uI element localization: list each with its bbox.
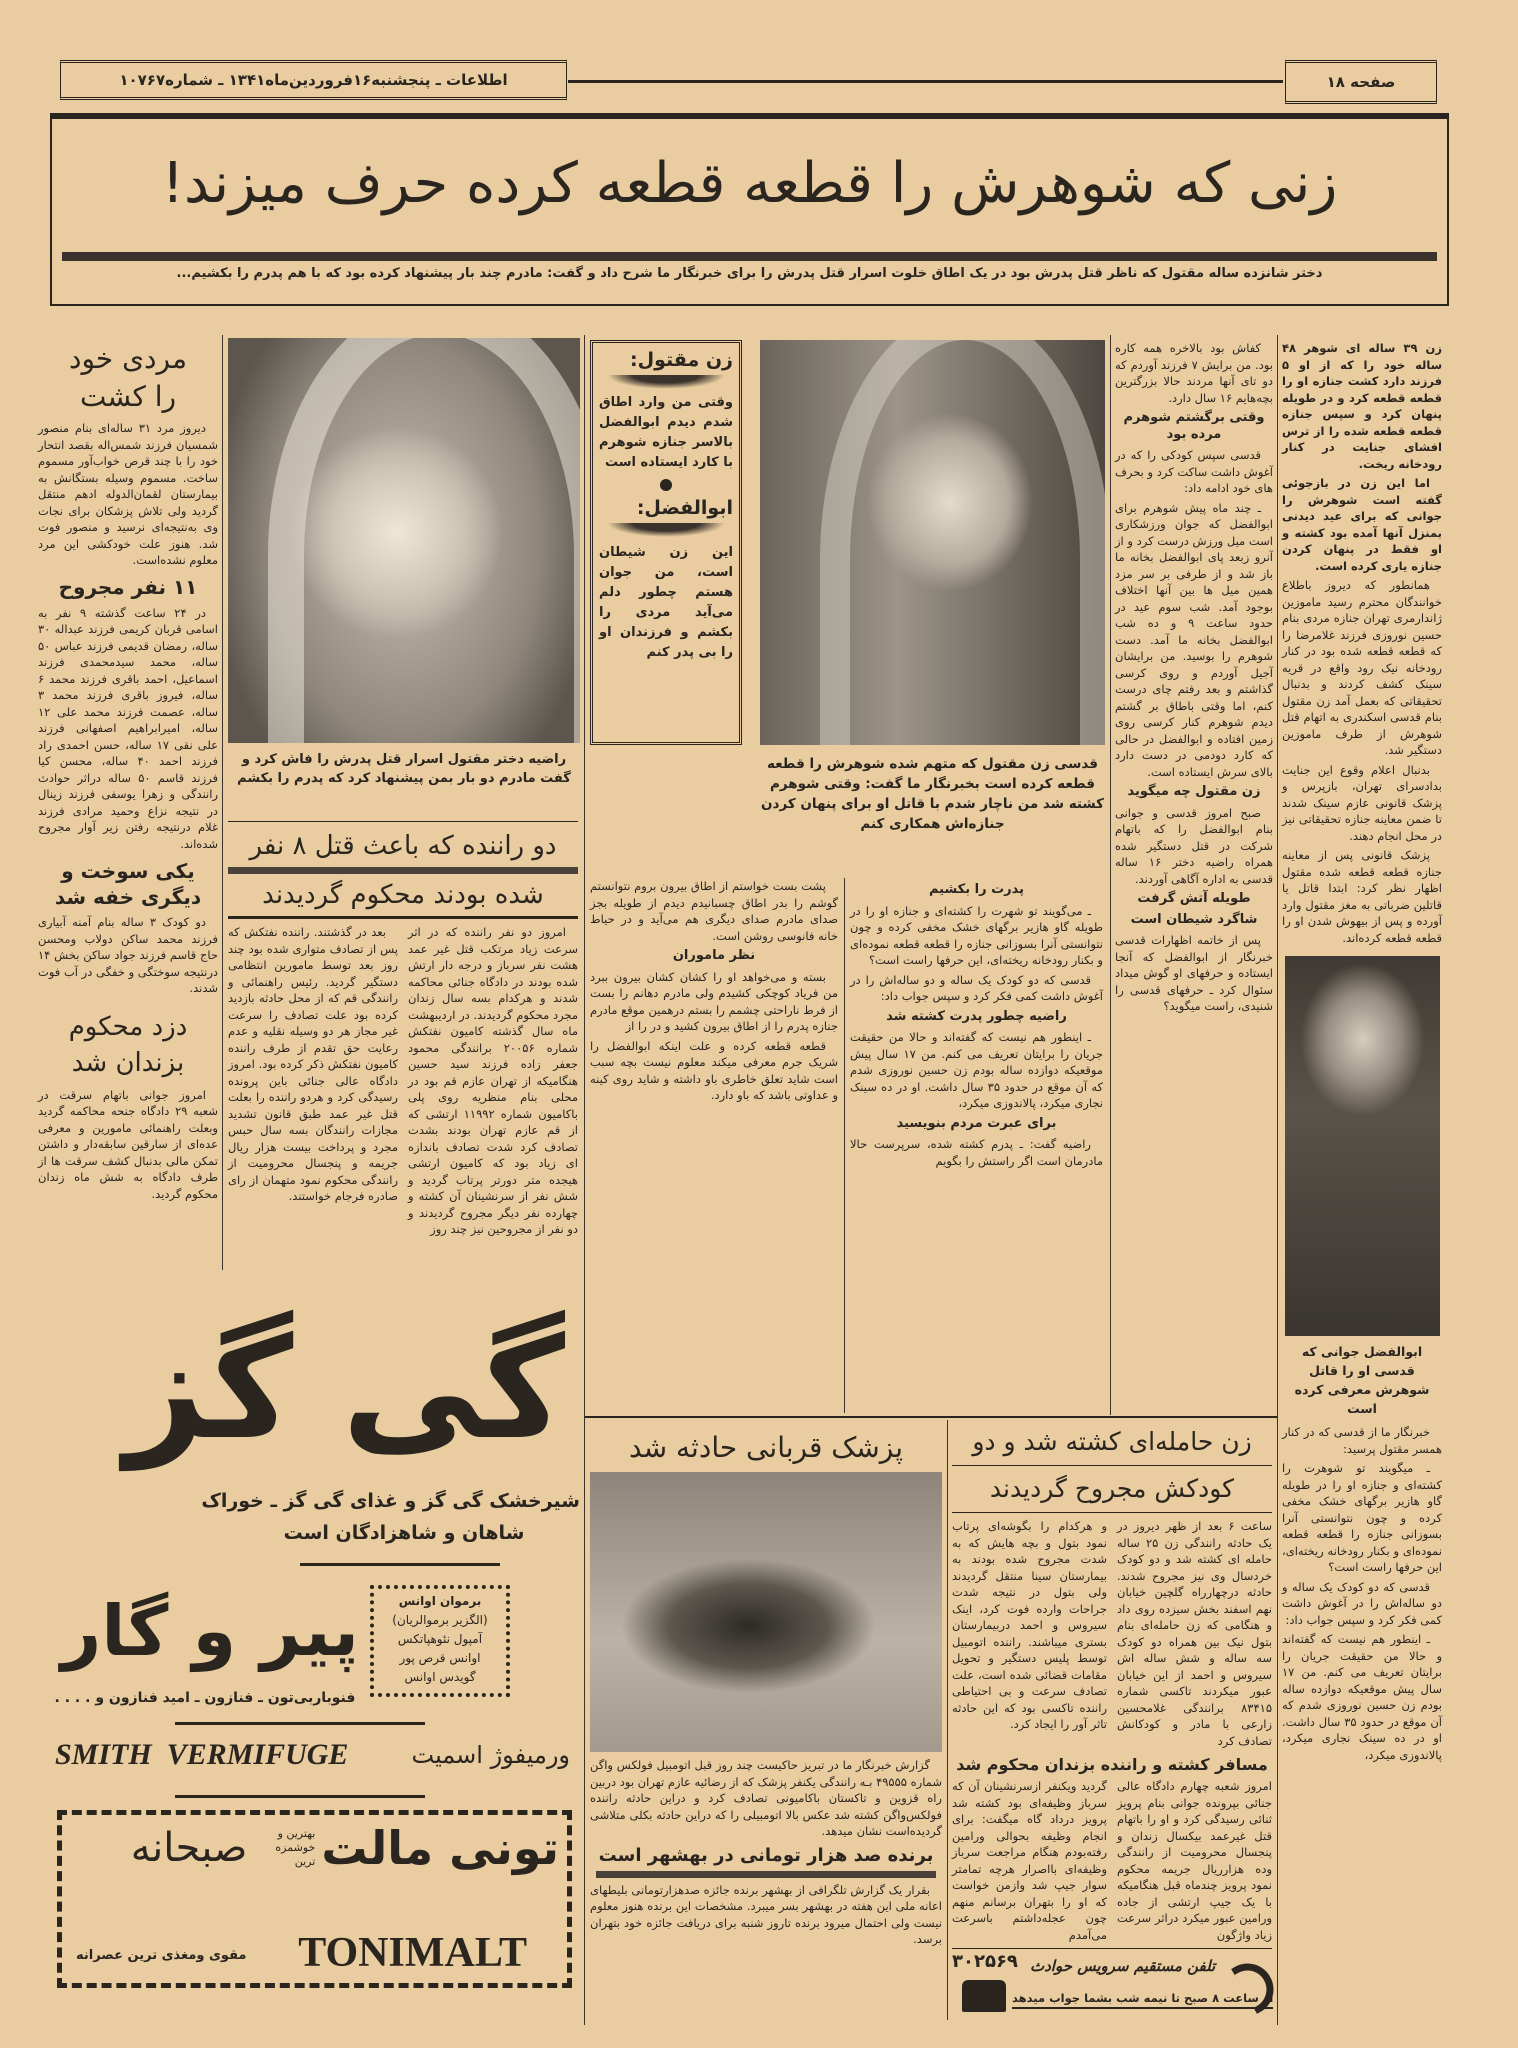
column-divider	[844, 878, 845, 1413]
lead-subhead-kill-father: پدرت را بکشیم	[928, 882, 1025, 897]
evans-item: اوانس قرص پور	[399, 1651, 481, 1665]
far-right-p3: قدسی که دو کودک یک ساله و دو ساله‌اش را در آغوش داشت کمی فکر کرد و سپس جواب داد:	[1282, 1579, 1442, 1627]
passenger-columns	[952, 1778, 1272, 1943]
headline-rule	[596, 1871, 936, 1878]
photo-abolfazl-caption: ابوالفضل جوانی که قدسی او را قاتل شوهرش معرفی کرده است	[1294, 1344, 1430, 1416]
column-divider	[1277, 335, 1278, 2025]
drivers-columns	[228, 924, 578, 1238]
lead-subhead-stable-fire: طویله آتش گرفت	[1137, 891, 1251, 906]
right-bottom-stories	[952, 1422, 1272, 2016]
lead-end-p2: قطعه قطعه کرده و علت اینکه ابوالفضل را شریک جرم معرفی میکند معلوم نیست بچه سبب است شاید تعلق خاطری باو داشته و شاید روی کینه و عداوتی باشد که باو دارد.	[590, 1038, 838, 1102]
photo-crashed-car	[590, 1472, 942, 1752]
quote-box	[590, 340, 742, 745]
lead-middle-right	[850, 878, 1103, 1172]
ad-gigoz-tagline-2: شاهان و شاهزادگان است	[283, 1522, 525, 1544]
photo-qodsi-caption: قدسی زن مقتول که متهم شده شوهرش را قطعه قطعه کرده است بخبرنگار ما گفت: وقتی شوهرم کشته شد من ناچار شدم با قاتل او برای پنهان کردن جنازه‌اش همکاری کنم	[761, 756, 1104, 832]
quote-wife: وقتی من وارد اطاق شدم دیدم ابوالفضل بالاسر جنازه شوهرم با کارد ایستاده است	[599, 395, 733, 470]
ad-tonimalt-top	[70, 1821, 559, 1875]
rule	[952, 1465, 1272, 1466]
lead-subheadline: دختر شانزده ساله مقتول که ناظر قتل پدرش بود در یک اطاق خلوت اسرار قتل پدرش را برای خبرنگار ما شرح داد و گفت: مادرم چند بار پیشنهاد کرده بود که با هم پدرم را بکشیم...	[176, 266, 1323, 281]
lead-col1b-p3: صبح امروز قدسی و جوانی بنام ابوالفضل را که باتهام شرکت در قتل دستگیر شده همراه راضیه دختر ۱۶ ساله قدسی به اداره آگاهی آوردند.	[1115, 805, 1273, 886]
lead-col1-p2: اما این زن در بازجوئی گفته است شوهرش را جوانی که برای عید دیدنی بمنزل آنها آمده بود کشته و او فقط در پنهان کردن جنازه یاری کرده است.	[1282, 476, 1442, 573]
doctor-headline: پزشک قربانی حادثه شد	[628, 1431, 904, 1464]
headline-rule	[62, 252, 1437, 261]
headscarf-shape	[268, 338, 580, 743]
ornament-icon	[607, 375, 725, 389]
ad-pirogar-products: فنوباربی‌تون ـ فنازون ـ امید فنازون و . . . .	[54, 1690, 356, 1706]
quote-abolfazl: این زن شیطان است، من جوان هستم چطور دلم می‌آید مردی را بکشم و فرزندان او را بی پدر کنم	[599, 545, 733, 660]
drivers-col-right: امروز دو نفر راننده که در اثر سرعت زیاد مرتکب قتل غیر عمد هشت نفر سرباز و درجه دار ارتش شده بودند در دادگاه جنائی محاکمه شدند و هرکدام بسه سال زندان مجرد محکوم گردیدند. در اردیبهشت ماه سال گذشته کامیون نفتکش شماره ۲۰۰۵۶ برانندگی محمود جعفر زاده فرزند سید حسین هنگامیکه از تهران عازم قم بود در محلی بنام منظریه روی پلی باکامیون شماره ۱۱۹۹۲ ارتشی که از قم عازم تهران بودند بشدت تصادف کرد شدت تصادف باندازه ای زیاد بود که کامیون ارتشی هیجده متر دورتر پرتاب گردید و شش نفر از سرنشینان آن کشته و چهارده نفر دیگر مجروح گردیدند و دو نفر از مجروحین نیز چند روز	[408, 925, 578, 1236]
quote-speaker-abolfazl: ابوالفضل:	[636, 497, 733, 519]
bullet-icon	[660, 479, 672, 491]
ornament-icon	[607, 523, 725, 537]
brief-suicide-body: دیروز مرد ۳۱ ساله‌ای بنام منصور شمسیان فرزند شمس‌اله بقصد انتحار خود را با چند قرص خواب‌آور مسموم ساخت. مسموم وسیله بستگانش به بیمارستان لقمان‌الدوله ادهم منتقل گردید ولی تلاش پزشکان برای نجات وی به‌نتیجه‌ای نرسید و منصور فوت شد. هنوز علت خودکشی این مرد معلوم نشده‌است.	[38, 421, 218, 567]
lead-column-1	[1282, 340, 1442, 1766]
evans-item: (الگزیر برموالریان)	[392, 1613, 488, 1627]
lead-col2-p1: کفاش بود بالاخره همه کاره بود. من برایش ۷ فرزند آوردم که دو تای آنها مردند حالا بزرگترین بچه‌هایم ۱۶ سال دارد.	[1115, 341, 1273, 405]
column-divider	[947, 1420, 948, 2020]
lead-headline-box	[50, 113, 1449, 306]
brief-thief-headline: دزد محکوم بزندان شد	[68, 1011, 188, 1078]
brief-suicide-headline: مردی خود را کشت	[69, 342, 187, 413]
ad-tonimalt-breakfast: صبحانه	[130, 1825, 248, 1871]
rule	[952, 1512, 1272, 1513]
lead-col1-p3: همانطور که دیروز باطلاع خوانندگان محترم رسید ماموزین ژاندارمری تهران جنازه مردی بنام حسین نوروزی فرزند غلامرضا را که قطعه قطعه شده بود در کنار رودخانه نیک رود واقع در قریه سینک کشف کردند و بدنبال تحقیقاتی که بعمل آمد زن مقتول بنام قدسی اسکندری به اتهام قتل شوهرش از طرف ماموزین دستگیر شد.	[1282, 578, 1442, 757]
ad-tonimalt-small: بهترین و خوشمزه ترین	[275, 1827, 316, 1868]
rule	[300, 1563, 500, 1566]
lead-subhead-devil-apprentice: شاگرد شیطان است	[1130, 911, 1258, 927]
far-right-p4: ـ اینطور هم نیست که گفته‌اند و حالا من حقیقت جریان را برایتان تعریف می کنم. من ۱۷ سال پیش موقعیکه دوازده ساله بودم زن حسین نوروزی شدم که آن موقع در حدود ۳۵ سال داشت. او در ده سینک نجاری میکرد، پالاندوزی میکرد،	[1282, 1632, 1442, 1762]
photo-qodsi	[760, 340, 1105, 745]
rule	[952, 1948, 1272, 1949]
lead-subhead-husband-dead: وقتی برگشتم شوهرم مرده بود	[1123, 410, 1265, 442]
brief-column	[38, 340, 218, 1202]
pregnant-col-left: و هرکدام را بگوشه‌ای پرتاب نمود بتول و بچه هایش که به شدت مجروح شده بودند به بیمارستان سینا منتقل گردیدند ولی بتول در نتیجه شدت جراحات وارده فوت کرد، اینک سیروس و احمد دربیمارستان بستری میباشند. راننده اتومبیل توسط پلیس دستگیر و تحویل مقامات قضائی شده است، علت تصادف سرعت و بی احتیاطی راننده تاکسی بود که این حادثه تاثر آور را ایجاد کرد.	[952, 1519, 1107, 1731]
lead-col2-p2: قدسی سپس کودکی را که در آغوش داشت ساکت کرد و بحرف های خود ادامه داد:	[1114, 448, 1273, 495]
pregnant-headline-1: زن حامله‌ای کشته شد و دو	[972, 1427, 1252, 1456]
evans-item: گویدس اوانس	[404, 1670, 476, 1684]
photo-raziyeh	[228, 338, 580, 743]
lottery-headline: برنده صد هزار تومانی در بهشهر است	[598, 1844, 934, 1866]
lead-subhead-wife-says: زن مقتول چه میگوید	[1127, 784, 1261, 799]
rule	[228, 821, 578, 822]
lead-middle-left	[590, 878, 838, 1107]
drivers-col-left: بعد در گذشتند. راننده نفتکش که پس از تصادف متواری شده بود چند روز بعد توسط مامورین انتظامی دستگیر گردید. رئیس راهنمائی و رانندگی قم که از محل حادثه بازدید کرده بود علت تصادف را سرعت غیر مجاز هر دو وسیله نقلیه و عدم رعایت حق تقدم از طرف راننده کامیون نفتکش ذکر کرده بود. امروز دادگاه عالی جنائی باین پرونده رسیدگی کرد و هردو راننده را بعلت قتل غیر عمد طبق قانون تشدید مجازات رانندگان بسه سال حبس مجرد و پرداخت بیست هزار ریال جریمه و پنجسال محرومیت از رانندگی محکوم نمود متهمان از رای صادره فرجام خواستند.	[228, 925, 398, 1203]
brief-injured-body: در ۲۴ ساعت گذشته ۹ نفر به اسامی قربان کریمی فرزند عبداله ۳۰ ساله، رمضان قدیمی فرزند عباس ۵۰ ساله، محمد سیدمحمدی فرزند اسماعیل، احمد باقری فرزند محمد ۶ ساله، فیروز باقری فرزند محمد ۳ ساله، عصمت فرزند محمد علی ۱۲ ساله، امیرابراهیم اصفهانی فرزند علی نقی ۱۷ ساله، حسن احمدی راد فرزند احمد ۴۰ ساله، محسن کیا فرزند قاسم ۵۰ ساله دراثر حوادث رانندگی و زهرا یوسفی فرزند زینال در نتیجه نزاع وحمید مرادی فرزند غلام درنتیجه رفتن زیر آوار مجروح شده‌اند.	[38, 605, 218, 851]
masthead-rule	[568, 80, 1283, 83]
passenger-col-left: گردید ویکنفر ازسرنشینان آن که سرباز وظیفه‌ای بود کشته شد پرویز درداد گاه میگفت: برای انجام وظیفه بحوالی ورامین رفته‌بودم هنگام مراجعت سرباز وظیفه‌ای بااصرار هرچه تمامتر سوار جیپ شد وازمن خواست که او را بتهران برسانم منهم چون عجله‌داشتم باسرعت می‌آمدم	[952, 1779, 1107, 1942]
lead-end-p4: راضیه گفت: ـ پدرم کشته شده، سرپرست حالا مادرمان است اگر راستش را بگویم	[850, 1137, 1103, 1168]
photo-raziyeh-caption: راضیه دختر مقتول اسرار قتل پدرش را فاش کرد و گفت مادرم دو بار بمن پیشنهاد کرد که پدرم را بکشم	[237, 752, 571, 786]
lead-mid-p2: ـ می‌گویند تو شهرت را کشته‌ای و جنازه او را در طویله گاو هازیر برگهای خشک مخفی کرده و چون نتوانستی آنرا بسوزانی جنازه را قطعه قطعه نموده‌ای و بکنار رودخانه ریخته‌ای، این حرفها راست است؟	[850, 903, 1103, 967]
far-right-p1: خبرنگار ما از قدسی که در کنار همسر مقتول پرسید:	[1282, 1425, 1442, 1456]
drivers-headline-2: شده بودند محکوم گردیدند	[262, 880, 544, 910]
lead-end-p3: پس از خاتمه اظهارات قدسی خبرنگار از ابوالفضل که آنجا ایستاده و حرفهای او گوش میداد سئوال کرد ـ حرفهای قدسی را شنیدی، راست میگوید؟	[1115, 933, 1273, 1013]
lead-mid-p3: قدسی که دو کودک یک ساله و دو ساله‌اش را در آغوش داشت کمی فکر کرد و سپس جواب داد:	[850, 972, 1103, 1003]
ad-tonimalt-sub: مقوی ومغذی ترین عصرانه	[76, 1948, 247, 1963]
brief-burned-headline: یکی سوخت و دیگری خفه شد	[54, 859, 202, 909]
column-divider	[584, 335, 585, 2025]
far-right-p2: ـ میگویند تو شوهرت را کشته‌ای و جنازه او را در طویله گاو هازیر برگهای خشک مخفی کرده و چون نتوانستی آنرا بسوزانی جنازه را قطعه قطعه نموده‌ای و بکنار رودخانه ریخته‌ای، این حرفها راست است؟	[1282, 1461, 1442, 1574]
column-divider	[222, 335, 223, 1270]
ad-gigoz-tagline-1: شیرخشک گی گز و غذای گی گز ـ خوراک	[201, 1490, 580, 1512]
lead-col1b-p1: بدنبال اعلام وقوع این جنایت بدادسرای تهران، بازپرس و پزشک قانونی عازم سینک شدند تا ضمن معاینه جنازه تحقیقاتی نیز در محل انجام دهند.	[1282, 762, 1442, 843]
lottery-body: بقرار یک گزارش تلگرافی از بهشهر برنده جائزه صدهزارتومانی بلیطهای اعانه ملی این هفته در بهشهر بسر میبرد. مشخصات این برنده هنوز معلوم نیست ولی احتمال میرود برنده تاروز شنبه برای دریافت جائزه خود بتهران برسد.	[590, 1882, 942, 1946]
brief-injured-headline: ۱۱ نفر مجروح	[58, 574, 198, 599]
pregnant-columns	[952, 1518, 1272, 1749]
phone-number-top: ۳۰۲۵۶۹	[952, 1951, 1018, 1972]
evans-item: آمپول نئوهپاتکس	[397, 1632, 483, 1646]
headscarf-shape	[820, 340, 1105, 745]
lead-col2-p3: ـ چند ماه پیش شوهرم برای ابوالفضل که جوان ورزشکاری است میل ورزش درست کرد و از آنرو زبعد پای ابوالفضل بخانه ما باز شد و از طرفی بر سر مزد همین میل ها بین آنها اختلاف بوجود آمد. شب سوم عید در حدود ساعت ۹ و ده شب ابوالفضل بخانه ما آمد. دست شوهرم را بوسید. من برایشان آجیل آوردم و روی کرسی گذاشتم و بعد رفتم چای درست کنم، اما وقتی باطاق بر گشتم دیدم شوهرم کنار کرسی روی زمین افتاده و ابوالفضل در حالی که کارد دودمی در دست دارد بالای سرش ایستاده است.	[1115, 500, 1273, 779]
passenger-headline: مسافر کشته و راننده بزندان محکوم شد	[956, 1755, 1268, 1774]
ad-smith-en: SMITH VERMIFUGE	[55, 1738, 349, 1771]
rule	[175, 1795, 425, 1798]
ad-pirogar-logo: پیر و گار	[61, 1590, 359, 1672]
lead-column-2	[1115, 340, 1273, 1018]
lead-mid-p4: ـ اینطور هم نیست که گفته‌اند و حالا من حقیقت جریان را برایتان تعریف می کنم. من ۱۷ سال پیش موقعیکه دوازده ساله بودم زن حسین نوروزی شدم که آن موقع در حدود ۳۵ سال داشت. او در ده سینک نجاری میکرد، پالاندوزی میکرد،	[850, 1030, 1104, 1110]
doctor-lottery-column	[590, 1424, 942, 1948]
lead-col1-p1: زن ۳۹ ساله ای شوهر ۴۸ ساله خود را که از او ۵ فرزند دارد کشت جنازه او را قطعه قطعه کرد و در طویله پنهان کرد و سپس جنازه قطعه قطعه شده را از ترس افشای جنایت در کنار رودخانه ریخت.	[1282, 341, 1442, 471]
brief-burned-body: دو کودک ۳ ساله بنام آمنه آبیاری فرزند محمد ساکن دولاب ومحسن حاج قاسم فرزند جواد ساکن بخش ۱۴ درنتیجه سوختگی و خفگی در آب فوت شدند.	[38, 915, 218, 995]
phone-base-icon	[962, 1980, 1006, 2012]
drivers-story	[228, 818, 578, 1238]
lead-subhead-write-lesson: برای عبرت مردم بنویسید	[896, 1115, 1057, 1131]
ad-gigoz-logo: گی گز	[124, 1308, 565, 1471]
lead-headline: زنی که شوهرش را قطعه قطعه کرده حرف میزند!	[161, 151, 1338, 216]
doctor-body: گزارش خبرنگار ما در تبریز حاکیست چند روز قبل اتومبیل فولکس واگن شماره ۴۹۵۵۵ بـه رانندگی یکنفر پزشک که از رضائیه عازم تهران بود دربین راه قزوین و تاکستان باکامیونی تصادف کرد و دراین حادثه راننده فولکس‌واگن کشته شد عکس بالا اتومبیلی را که دراین حادثه بکلی متلاشی گردیده‌است نشان میدهد.	[590, 1758, 942, 1838]
headline-rule	[228, 867, 578, 874]
passenger-col-right: امروز شعبه چهارم دادگاه عالی جنائی بپرونده جوانی بنام پرویز ثنائی رسیدگی کرد و او را باتهام قتل غیرعمد بیکسال زندان و پنجسال محرومیت از رانندگی وده هزارریال جریمه محکوم نمود پرویز چندماه قبل هنگامیکه با یک جیپ ارتشی از جاده ورامین عبور میکرد دراثر سرعت زیاد واژگون	[1117, 1779, 1272, 1942]
brief-thief-body: امروز جوانی باتهام سرقت در شعبه ۲۹ دادگاه جنحه محاکمه گردید وبعلت راهنمائی مامورین و معرفی عده‌ای از سارقین سابقه‌دار و داشتن تمکن مالی بدنبال کشف سرقت ها از طرف دادگاه به شش ماه زندان محکوم گردید.	[38, 1087, 218, 1201]
lead-end-p1: بسته و می‌خواهد او را کشان کشان بیرون ببرد من فریاد کوچکی کشیدم ولی مادرم دهانم را بست از فرط ناراحتی چشمم را بستم درهمین موقع مادرم جنازه پدرم را از اطاق بیرون کشید و در را از	[590, 969, 838, 1033]
ad-evans-box	[370, 1585, 510, 1697]
lead-subhead-raziyeh: راضیه چطور پدرت کشته شد	[886, 1008, 1067, 1024]
photo-abolfazl	[1285, 956, 1440, 1336]
ad-accident-phone	[952, 1951, 1274, 2016]
paper-info-text: اطلاعات ـ پنجشنبه۱۶فروردین‌ماه۱۳۴۱ ـ شماره۱۰۷۶۷	[119, 71, 508, 89]
lead-mid-p1: پشت بست خواستم از اطاق بیرون بروم نتوانستم گوشم را بدر اطاق چسبانیدم دیدم از طویله بجز صدای مادرم صدای دیگری هم می‌آید و در حیاط خانه فانوسی روشن است.	[590, 879, 838, 943]
column-divider	[1110, 335, 1111, 1415]
masthead-paper-info	[60, 60, 567, 100]
pregnant-col-right: ساعت ۶ بعد از ظهر دیروز در یک حادثه رانندگی زن ۲۵ ساله حامله ای کشته شد و دو کودک خردسال وی نیز مجروح شدند. حادثه درچهارراه گلچین خیابان نهم اسفند بخش سیزده روی داد و هنگامی که زن حامله‌ای بنام بتول نیک بین همراه دو کودک سه ساله و شش ساله اش سیروس و احمد از این خیابان عبور میکردند تاکسی شماره ۸۳۴۱۵ برانندگی غلامحسین زارعی با مادر و کودکانش تصادف کرد	[1117, 1519, 1272, 1748]
ad-smith-fa: ورمیفوژ اسمیت	[411, 1741, 570, 1769]
quote-speaker-wife: زن مقتول:	[630, 349, 733, 371]
rule	[585, 1416, 1277, 1418]
drivers-headline-1: دو راننده که باعث قتل ۸ نفر	[249, 831, 557, 861]
ad-tonimalt-fa: تونی مالت	[321, 1821, 559, 1875]
lead-col1b-p2: پزشک قانونی پس از معاینه جنازه قطعه قطعه شده مقتول اظهار نظر کرد: ابتدا قاتل یا قاتلین ضرباتی به مغز مقتول وارد آورده و پس از بیهوش شدن او را قطعه قطعه کرده‌اند.	[1282, 848, 1442, 945]
ad-tonimalt-en: TONIMALT	[298, 1930, 527, 1976]
phone-hours: از ساعت ۸ صبح تا نیمه شب بشما جواب میدهد	[1012, 1990, 1273, 2009]
ad-tonimalt-box	[57, 1810, 572, 1988]
lead-subhead-officers: نظر ماموران	[672, 948, 756, 963]
masthead-page-number	[1285, 60, 1437, 104]
page-number-text: صفحه ۱۸	[1326, 73, 1396, 91]
evans-item: برموان اوانس	[398, 1594, 482, 1608]
phone-title: تلفن مستقیم سرویس حوادث	[1030, 1957, 1216, 1975]
pregnant-headline-2: کودکش مجروح گردیدند	[989, 1474, 1235, 1503]
headline-rule	[228, 916, 578, 919]
ad-smith-vermifuge	[55, 1738, 570, 1772]
rule	[175, 1722, 425, 1725]
